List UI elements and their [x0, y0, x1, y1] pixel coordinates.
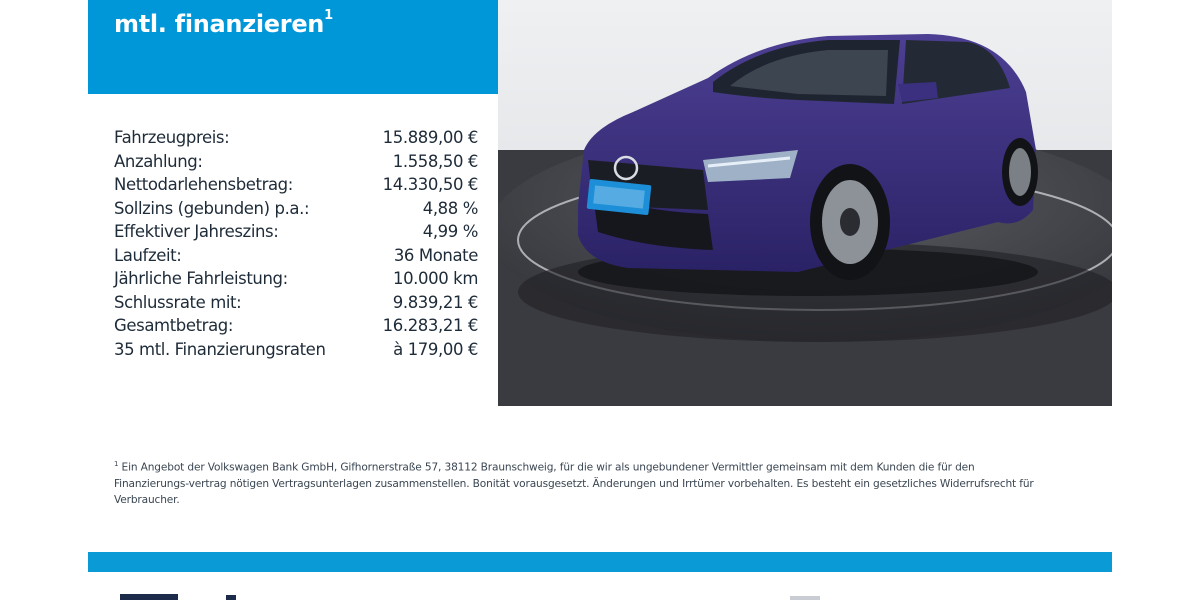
table-row: [114, 128, 478, 152]
row-label: Gesamtbetrag:: [114, 316, 234, 335]
row-value: 9.839,21 €: [392, 292, 478, 312]
bottom-logo-fragment: [226, 595, 236, 600]
page-title: [114, 10, 333, 38]
table-row: [114, 152, 478, 176]
bottom-logo-fragment: [790, 596, 820, 600]
table-row: [114, 340, 478, 364]
footnote-mark: 1: [114, 460, 119, 468]
row-label: Laufzeit:: [114, 245, 182, 265]
table-row: [114, 316, 478, 340]
table-row: [114, 222, 478, 246]
row-value: 14.330,50 €: [382, 175, 478, 194]
table-row: [114, 199, 478, 223]
header-banner: [88, 0, 498, 94]
row-label: Effektiver Jahreszins:: [114, 222, 279, 241]
row-value: 1.558,50 €: [392, 151, 478, 171]
title-text: mtl. finanzieren: [114, 10, 325, 38]
row-value: 16.283,21 €: [382, 316, 478, 335]
legal-footnote: [114, 456, 1034, 508]
title-footnote-mark: 1: [324, 8, 333, 23]
row-label: Anzahlung:: [114, 151, 203, 171]
row-label: Jährliche Fahrleistung:: [114, 269, 288, 288]
row-value: à 179,00 €: [393, 339, 478, 359]
footnote-text: Ein Angebot der Volkswagen Bank GmbH, Gifhornerstraße 57, 38112 Braunschweig, für die wir als ungebundener Vermittler gemeinsam mit dem Kunden die für den Finanzierungs-vertrag nötigen Vertragsunterlagen zusammenstellen. Bonität vorausgesetzt. Änderungen und Irrtümer vorbehalten. Es besteht ein gesetzliches Widerrufsrecht für Verbraucher.: [114, 461, 1034, 506]
row-label: Schlussrate mit:: [114, 292, 242, 312]
table-row: [114, 293, 478, 317]
row-label: 35 mtl. Finanzierungsraten: [114, 339, 326, 359]
bottom-blue-bar: [88, 552, 1112, 572]
car-illustration: [498, 0, 1112, 406]
row-value: 15.889,00 €: [382, 128, 478, 147]
table-row: [114, 175, 478, 199]
financing-table: [114, 128, 478, 363]
row-label: Fahrzeugpreis:: [114, 128, 230, 147]
bottom-logo-fragment: [120, 594, 178, 600]
row-value: 36 Monate: [393, 245, 478, 265]
row-label: Sollzins (gebunden) p.a.:: [114, 198, 310, 218]
row-value: 10.000 km: [392, 269, 478, 288]
row-value: 4,88 %: [422, 198, 478, 218]
table-row: [114, 246, 478, 270]
table-row: [114, 269, 478, 293]
car-photo: [498, 0, 1112, 406]
row-label: Nettodarlehensbetrag:: [114, 175, 293, 194]
row-value: 4,99 %: [422, 222, 478, 241]
